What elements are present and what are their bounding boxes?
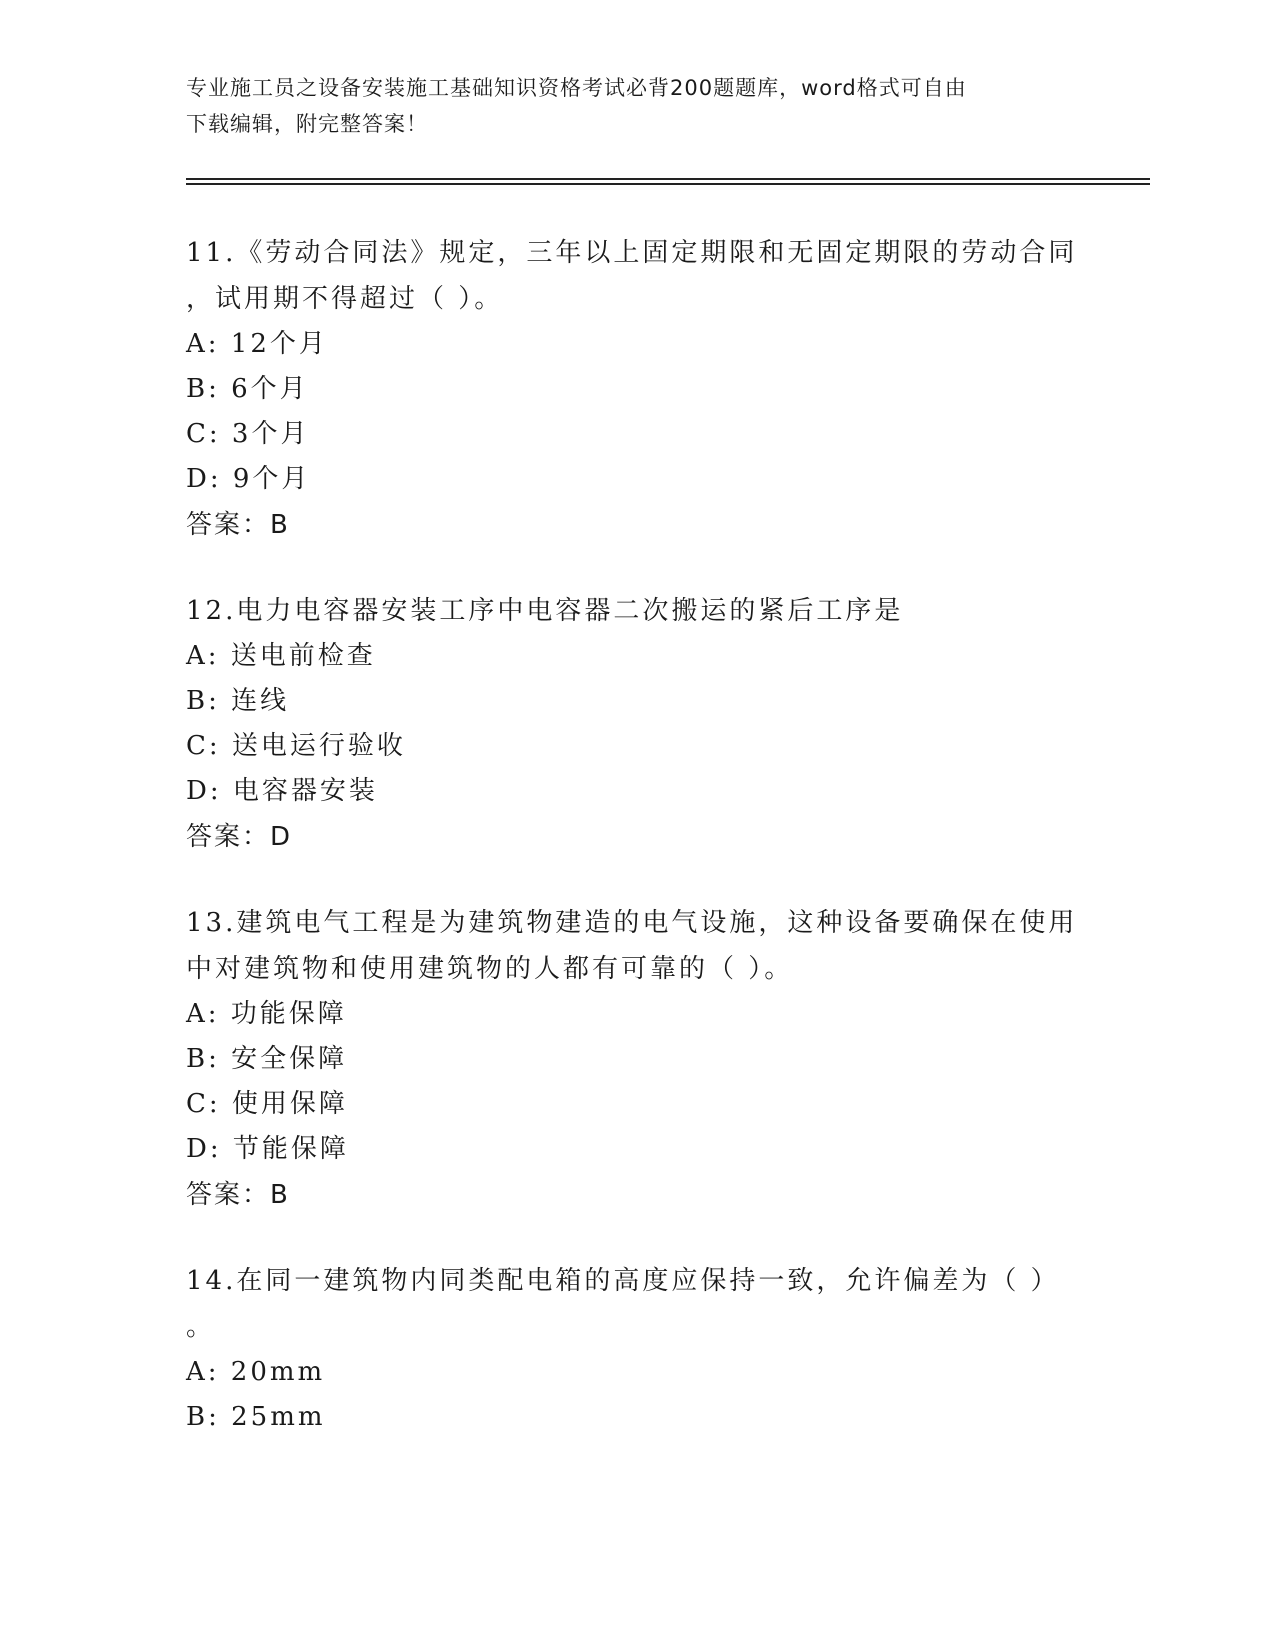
option-b: B: 6个月: [186, 374, 309, 404]
option-d: D: 节能保障: [186, 1134, 349, 1164]
option-c: C: 使用保障: [186, 1089, 348, 1119]
header-rule-top: [186, 178, 1150, 180]
header-rule-bottom: [186, 183, 1150, 185]
question-14: [186, 1258, 1086, 1440]
option-a: A: 20mm: [186, 1357, 326, 1387]
header-line-2: 下载编辑，附完整答案！: [186, 112, 428, 136]
header-line-1: 专业施工员之设备安装施工基础知识资格考试必背200题题库，word格式可自由: [186, 76, 967, 100]
option-b: B: 连线: [186, 686, 290, 716]
document-header: [186, 70, 1066, 142]
question-text-continued: ，试用期不得超过（ ）。: [186, 284, 504, 314]
option-b: B: 25mm: [186, 1402, 326, 1432]
option-b: B: 安全保障: [186, 1044, 348, 1074]
question-text: 12.电力电容器安装工序中电容器二次搬运的紧后工序是: [186, 596, 904, 626]
option-c: C: 3个月: [186, 419, 310, 449]
answer: 答案：B: [186, 1180, 290, 1210]
question-list: [186, 230, 1086, 1480]
question-text-continued: 中对建筑物和使用建筑物的人都有可靠的（ ）。: [186, 954, 794, 984]
question-text: 13.建筑电气工程是为建筑物建造的电气设施，这种设备要确保在使用: [186, 908, 1078, 938]
question-text: 11.《劳动合同法》规定，三年以上固定期限和无固定期限的劳动合同: [186, 238, 1078, 268]
option-d: D: 9个月: [186, 464, 311, 494]
option-a: A: 送电前检查: [186, 641, 376, 671]
question-text: 14.在同一建筑物内同类配电箱的高度应保持一致，允许偏差为（ ）: [186, 1266, 1060, 1296]
question-12: [186, 588, 1086, 860]
option-c: C: 送电运行验收: [186, 731, 406, 761]
question-11: [186, 230, 1086, 548]
question-13: [186, 900, 1086, 1218]
option-a: A: 12个月: [186, 329, 328, 359]
option-a: A: 功能保障: [186, 999, 347, 1029]
answer: 答案：D: [186, 822, 293, 852]
option-d: D: 电容器安装: [186, 776, 378, 806]
answer: 答案：B: [186, 510, 290, 540]
question-text-continued: 。: [186, 1312, 216, 1342]
